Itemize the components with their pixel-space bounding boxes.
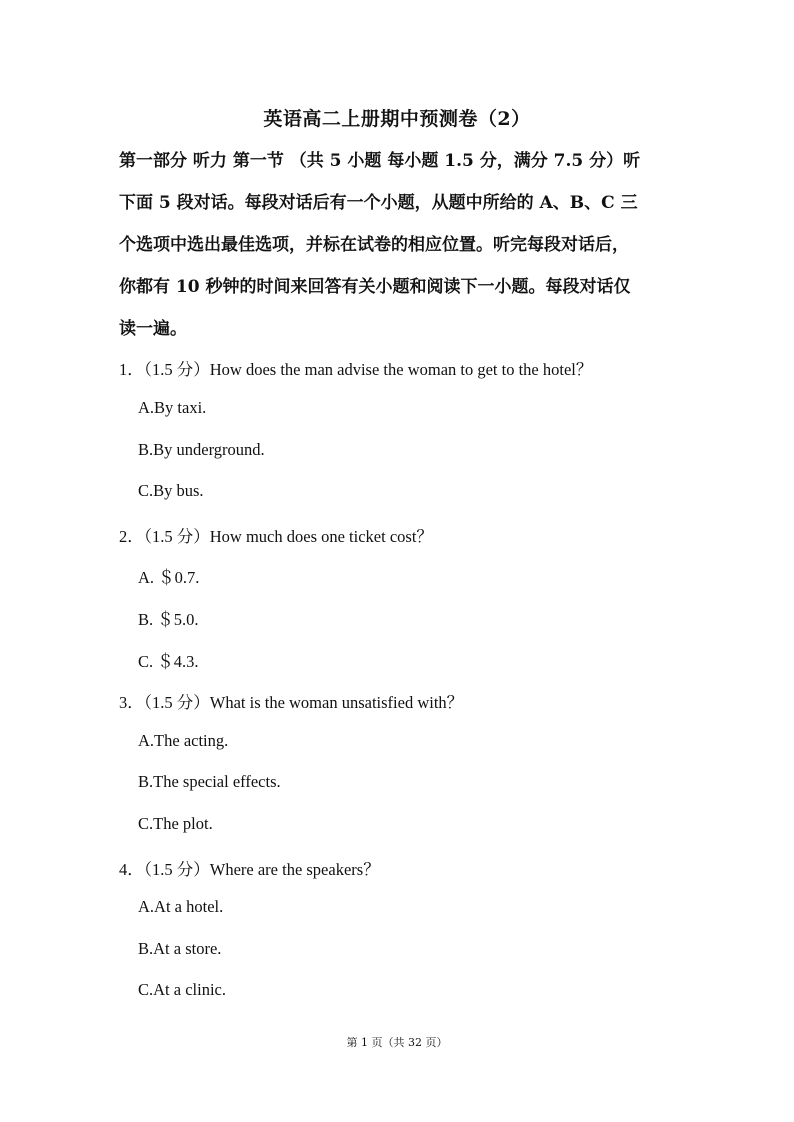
question-3 — [119, 689, 463, 713]
question-number: 1． — [119, 360, 144, 379]
question-3-option-c: C.The plot. — [138, 814, 213, 833]
page-footer: 第 1 页（共 32 页） — [346, 1036, 448, 1049]
question-2 — [119, 523, 433, 547]
question-score: （1.5 分） — [143, 693, 210, 712]
question-2-option-c: C. ＄4.3. — [138, 652, 199, 671]
instruction-line: 下面 5 段对话。每段对话后有一个小题，从题中所给的 A、B、C 三 — [119, 193, 638, 213]
question-number: 3． — [119, 693, 144, 712]
instruction-line: 你都有 10 秒钟的时间来回答有关小题和阅读下一小题。每段对话仅 — [119, 277, 631, 297]
question-text: What is the woman unsatisfied with？ — [209, 693, 464, 712]
question-2-option-a: A. ＄0.7. — [138, 568, 200, 587]
question-score: （1.5 分） — [143, 527, 210, 546]
question-1-option-a: A.By taxi. — [138, 398, 207, 417]
question-text: How much does one ticket cost？ — [209, 527, 433, 546]
instruction-line: 个选项中选出最佳选项，并标在试卷的相应位置。听完每段对话后， — [119, 235, 629, 255]
question-4-option-b: B.At a store. — [138, 939, 222, 958]
question-number: 4． — [119, 860, 144, 879]
question-4-option-a: A.At a hotel. — [138, 897, 224, 916]
instruction-line: 读一遍。 — [119, 319, 187, 339]
question-text: How does the man advise the woman to get to the hotel？ — [209, 360, 593, 379]
question-score: （1.5 分） — [143, 360, 210, 379]
question-1 — [119, 356, 592, 380]
question-4-option-c: C.At a clinic. — [138, 980, 226, 999]
question-3-option-b: B.The special effects. — [138, 772, 281, 791]
question-score: （1.5 分） — [143, 860, 210, 879]
instruction-line: 第一部分 听力 第一节 （共 5 小题 每小题 1.5 分，满分 7.5 分）听 — [119, 151, 641, 171]
page-title: 英语高二上册期中预测卷（2） — [263, 108, 531, 130]
question-4 — [119, 856, 380, 880]
question-1-option-c: C.By bus. — [138, 481, 204, 500]
section-instructions — [119, 140, 685, 350]
question-1-option-b: B.By underground. — [138, 440, 265, 459]
question-number: 2． — [119, 527, 144, 546]
question-text: Where are the speakers？ — [209, 860, 380, 879]
question-3-option-a: A.The acting. — [138, 731, 229, 750]
question-2-option-b: B. ＄5.0. — [138, 610, 199, 629]
